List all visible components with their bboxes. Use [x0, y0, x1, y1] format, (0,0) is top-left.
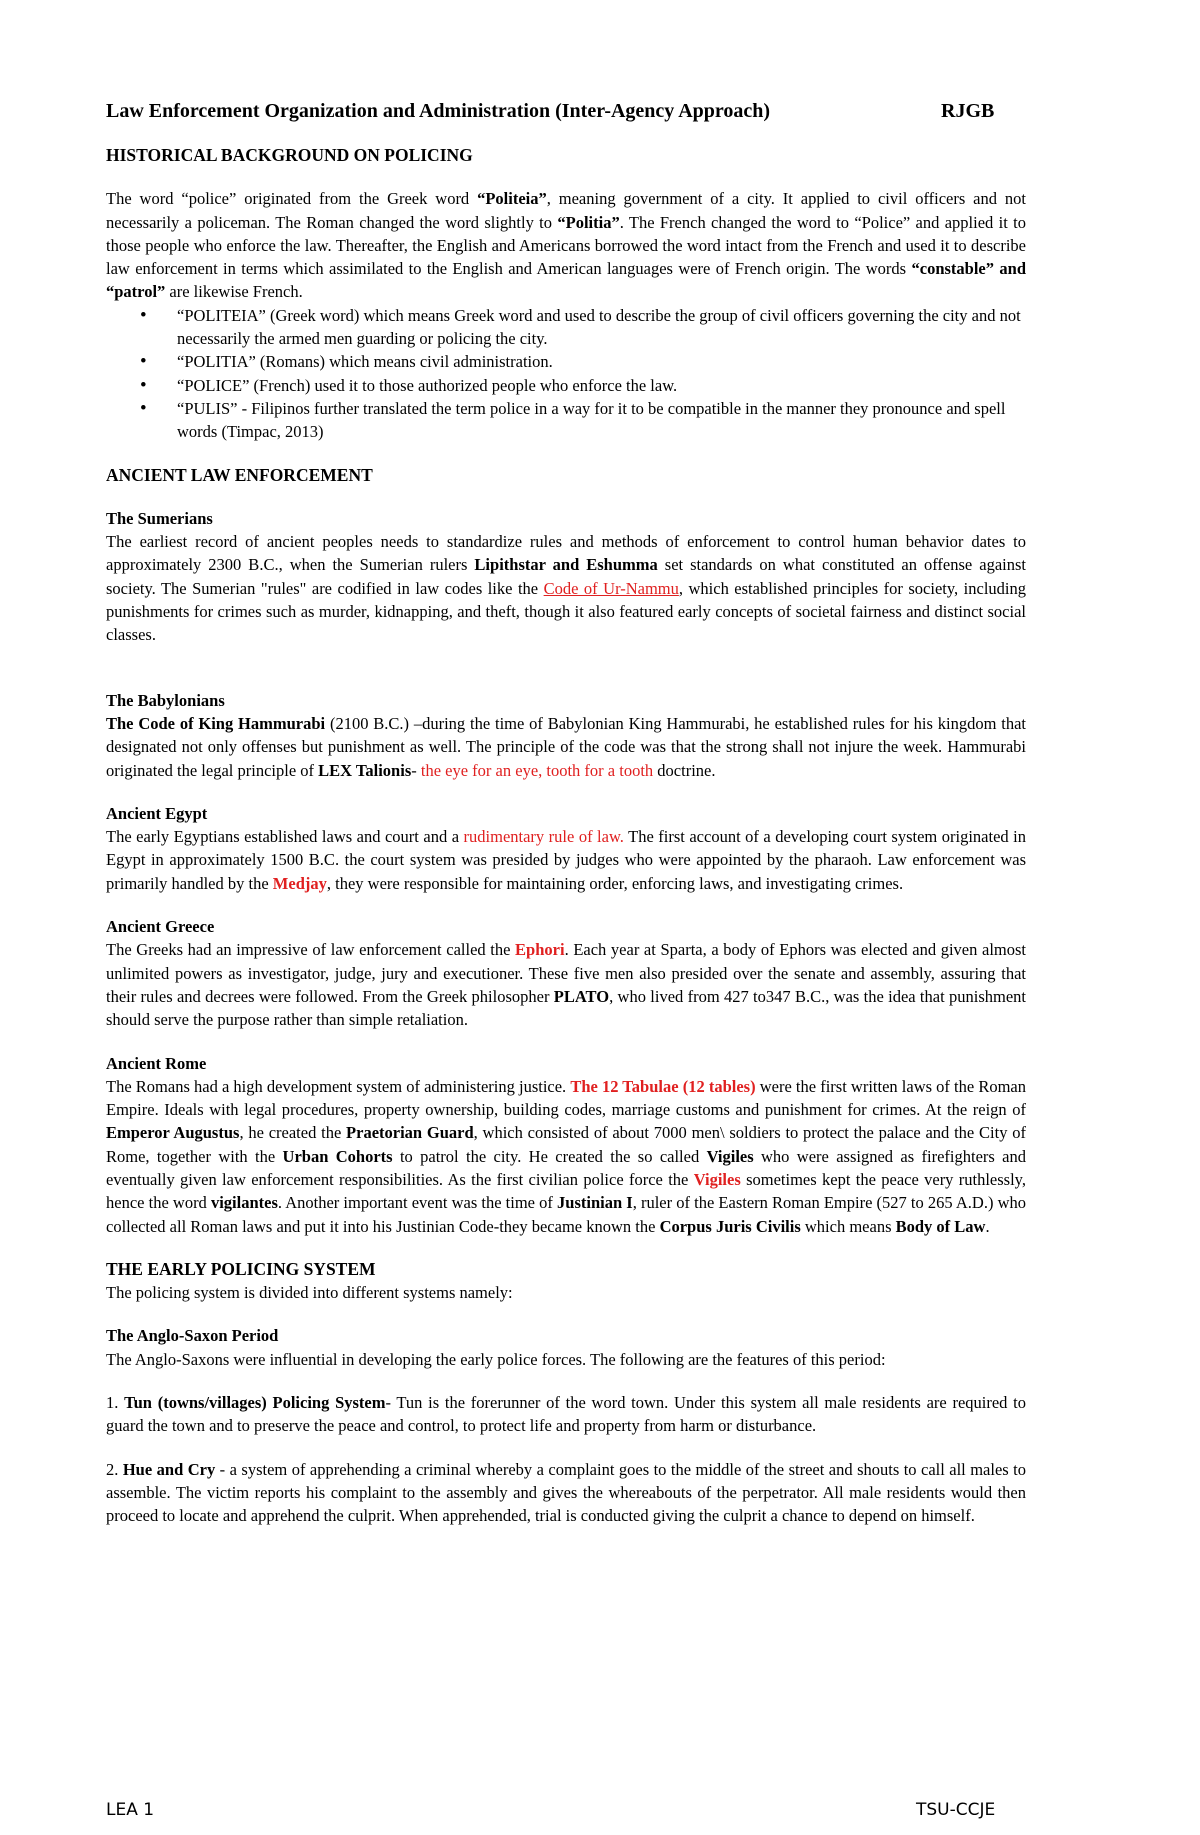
paragraph-police-origin: The word “police” originated from the Greek word “Politeia”, meaning government of a city. It applied to civil officers and not necessarily a policeman. The Roman changed the word slightly to “Politia”. The French changed the word to “Police” and applied it to those people who enforce the law. Thereafter, the English and Americans borrowed the word intact from the French and used it to describe law enforcement in terms which assimilated to the English and American languages were of French origin. The words “constable” and “patrol” are likewise French. [106, 189, 1027, 302]
document-body [106, 98, 1026, 1528]
subheading-babylonians: The Babylonians [106, 690, 225, 710]
section-heading-ancient: ANCIENT LAW ENFORCEMENT [106, 464, 373, 485]
footer-institution: TSU-CCJE [916, 1800, 996, 1820]
paragraph-sumerians: The earliest record of ancient peoples needs to standardize rules and methods of enforcement to control human behavior dates to approximately 2300 B.C., when the Sumerian rulers Lipithstar and Eshumma set standards on what constituted an offense against society. The Sumerian "rules" are codified in law codes like the Code of Ur-Nammu, which established principles for society, including punishments for crimes such as murder, kidnapping, and theft, though it also featured early concepts of societal fairness and distinct social classes. [106, 532, 1026, 645]
paragraph-policing-intro: The policing system is divided into different systems namely: [106, 1283, 513, 1303]
paragraph-egypt: The early Egyptians established laws and court and a rudimentary rule of law. The first account of a developing court system originated in Egypt in approximately 1500 B.C. the court system was presided by judges who were appointed by the pharaoh. Law enforcement was primarily handled by the Medjay, they were responsible for maintaining order, enforcing laws, and investigating crimes. [106, 827, 1026, 893]
subheading-sumerians: The Sumerians [106, 508, 213, 528]
subheading-rome: Ancient Rome [106, 1053, 207, 1073]
page-header [106, 98, 1026, 124]
paragraph-greece: The Greeks had an impressive of law enforcement called the Ephori. Each year at Sparta, a body of Ephors was elected and given almost unlimited powers as investigator, judge, jury and executioner. These five men also presided over the senate and assembly, assuring that their rules and decrees were followed. From the Greek philosopher PLATO, who lived from 427 to347 B.C., was the idea that punishment should serve the purpose rather than simple retaliation. [106, 940, 1026, 1030]
footer-course-code: LEA 1 [106, 1800, 155, 1820]
author-code: RJGB [941, 100, 995, 122]
code-of-ur-nammu-link[interactable]: Code of Ur-Nammu [543, 578, 679, 598]
subheading-greece: Ancient Greece [106, 917, 215, 937]
subheading-egypt: Ancient Egypt [106, 803, 208, 823]
page-footer [106, 1800, 1026, 1820]
section-heading-historical: HISTORICAL BACKGROUND ON POLICING [106, 145, 473, 165]
subheading-anglo-saxon: The Anglo-Saxon Period [106, 1326, 279, 1346]
list-item: • “PULIS” - Filipinos further translated the term police in a way for it to be compatible in the manner they pronounce and spell words (Timpac, 2013) [177, 397, 1026, 444]
paragraph-tun-system: 1. Tun (towns/villages) Policing System- Tun is the forerunner of the word town. Under this system all male residents are required to guard the town and to preserve the peace and control, to protect life and property from harm or disturbance. [106, 1393, 1026, 1436]
paragraph-babylonians: The Code of King Hammurabi (2100 B.C.) –during the time of Babylonian King Hammurabi, he established rules for his kingdom that designated not only offenses but punishment as well. The principle of the code was that the strong shall not injure the week. Hammurabi originated the legal principle of LEX Talionis- the eye for an eye, tooth for a tooth doctrine. [106, 713, 1026, 780]
paragraph-rome: The Romans had a high development system of administering justice. The 12 Tabulae (12 tables) were the first written laws of the Roman Empire. Ideals with legal procedures, property ownership, building codes, marriage customs and punishment for crimes. At the reign of Emperor Augustus, he created the Praetorian Guard, which consisted of about 7000 men\ soldiers to protect the palace and the City of Rome, together with the Urban Cohorts to patrol the city. He created the so called Vigiles who were assigned as firefighters and eventually given law enforcement responsibilities. As the first civilian police force the Vigiles sometimes kept the peace very ruthlessly, hence the word vigilantes. Another important event was the time of Justinian I, ruler of the Eastern Roman Empire (527 to 265 A.D.) who collected all Roman laws and put it into his Justinian Code-they became known the Corpus Juris Civilis which means Body of Law. [106, 1076, 1027, 1236]
list-item: • “POLICE” (French) used it to those authorized people who enforce the law. [177, 374, 1026, 397]
list-item: • “POLITEIA” (Greek word) which means Greek word and used to describe the group of civil officers governing the city and not necessarily the armed men guarding or policing the city. [177, 304, 1026, 351]
paragraph-hue-and-cry: 2. Hue and Cry - a system of apprehending a criminal whereby a complaint goes to the middle of the street and shouts to call all males to assemble. The victim reports his complaint to the assembly and gives the whereabouts of the perpetrator. All male residents would then proceed to locate and apprehend the culprit. When apprehended, trial is conducted giving the culprit a chance to depend on himself. [106, 1459, 1027, 1526]
section-heading-early-policing: THE EARLY POLICING SYSTEM [106, 1258, 376, 1279]
paragraph-anglo-saxon: The Anglo-Saxons were influential in developing the early police forces. The following are the features of this period: [106, 1349, 886, 1369]
list-item: • “POLITIA” (Romans) which means civil administration. [177, 350, 1026, 373]
document-title: Law Enforcement Organization and Administration (Inter-Agency Approach) [106, 100, 771, 122]
term-bullet-list [106, 304, 1026, 444]
